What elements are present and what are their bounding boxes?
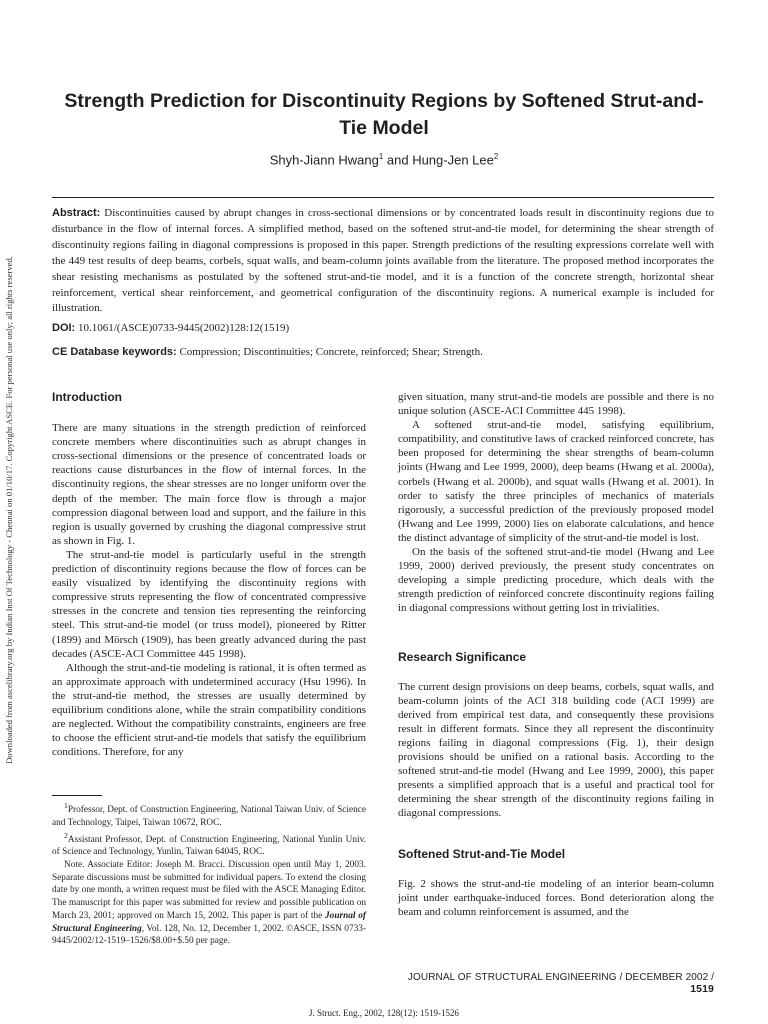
keywords-label: CE Database keywords:	[52, 346, 177, 358]
section-heading-introduction: Introduction	[52, 390, 122, 404]
footnote-1	[52, 800, 366, 830]
editorial-note-text: Note. Associate Editor: Joseph M. Bracci. Discussion open until May 1, 2003. Separate discussions must be submitted for individual papers. To extend the closing date by one month, a written request must be filed with the ASCE Managing Editor. The manuscript for this paper was submitted for review and possible publication on March 23, 2001; approved on March 15, 2002. This paper is part of the	[52, 860, 366, 921]
section-heading-research-significance: Research Significance	[398, 649, 527, 664]
footnote-1-mark: 1	[64, 801, 68, 810]
author-2-affiliation-mark: 2	[493, 152, 499, 161]
footnote-2-mark: 2	[64, 830, 68, 840]
author-conjunction: and	[383, 152, 413, 168]
footnotes	[52, 800, 366, 948]
page-number: 1519	[690, 983, 714, 995]
footnote-divider	[52, 795, 102, 796]
footnote-2	[52, 830, 366, 860]
intro-paragraph-3: Although the strut-and-tie modeling is rational, it is often termed as an approximate approach with undetermined accuracy (Hsu 1996). In the strut-and-tie method, the stresses are usually determined by equilibrium conditions alone, while the strain compatibility conditions are neglected. Without the compatibility constraints, engineers are free to choose the efficient strut-and-tie models that satisfy the equilibrium conditions. Therefore, for any	[52, 661, 366, 759]
doi-label: DOI:	[52, 322, 76, 334]
softened-model-paragraph: Fig. 2 shows the strut-and-tie modeling of an interior beam-column joint under earthquake-induced forces. Bond deterioration along the beam and column reinforcement is assumed, and the	[398, 877, 714, 918]
header-divider	[52, 197, 714, 198]
footnote-1-text: Professor, Dept. of Construction Engineering, National Taiwan Univ. of Science and Technology, Taipei, Taiwan 10672, ROC.	[52, 805, 366, 828]
doi-value[interactable]: 10.1061/(ASCE)0733-9445(2002)128:12(1519)	[77, 322, 290, 334]
journal-name: Journal of Structural Engineering	[52, 910, 366, 934]
right-column	[398, 390, 714, 919]
research-significance-paragraph: The current design provisions on deep beams, corbels, squat walls, and beam-column joints of the ACI 318 building code (ACI 1999) are derived from empirical test data, and consequently these provisions result in different formats. Since they all represent the discontinuity regions failing in diagonal compressions (Fig. 1), their design provisions should be unified on a rational basis. According to the softened strut-and-tie model (Hwang and Lee 1999, 2000), this paper presents a simplified approach that is a useful and practical tool for determining the shear strength of the discontinuity regions failing in diagonal compressions.	[398, 680, 714, 820]
download-watermark-text: Downloaded from ascelibrary.org by Indian Inst Of Technology - Chennai on 01/10/17. Copyright ASCE. For personal use only; all rights reserved.	[4, 256, 15, 764]
left-column	[52, 390, 366, 759]
intro-paragraph-2: The strut-and-tie model is particularly useful in the strength prediction of discontinuity regions because the flow of forces can be easily visualized by identifying the discontinuity regions with compressive struts representing the flow of concentrated compressive stresses in the concrete and tension ties representing the reinforcing steel. This strut-and-tie model (or truss model), pioneered by Ritter (1899) and Mörsch (1909), has been greatly advanced during the past decades (ASCE-ACI Committee 445 1998).	[52, 548, 366, 660]
author-1-name: Shyh-Jiann Hwang	[269, 152, 379, 168]
intro-paragraph-6: On the basis of the softened strut-and-tie model (Hwang and Lee 1999, 2000) derived previously, the present study concentrates on developing a simple predicting procedure, which deals with the strength prediction of reinforced concrete discontinuity regions failing in diagonal compressions without getting lost in trivialities.	[398, 546, 714, 615]
editorial-note	[52, 859, 366, 948]
paper-title: Strength Prediction for Discontinuity Regions by Softened Strut-and-Tie Model	[64, 90, 704, 139]
author-2-name: Hung-Jen Lee	[412, 152, 494, 168]
doi-line	[52, 322, 714, 334]
abstract	[52, 206, 714, 317]
section-heading-softened-strut-and-tie: Softened Strut-and-Tie Model	[398, 846, 566, 861]
abstract-label: Abstract:	[52, 207, 101, 219]
keywords-line	[52, 346, 714, 358]
journal-footer-text: JOURNAL OF STRUCTURAL ENGINEERING / DECEMBER 2002 /	[407, 972, 714, 983]
author-line	[52, 152, 716, 167]
intro-paragraph-4: given situation, many strut-and-tie models are possible and there is no unique solution (ASCE-ACI Committee 445 1998).	[398, 391, 714, 418]
journal-running-footer	[398, 972, 714, 995]
intro-paragraph-5: A softened strut-and-tie model, satisfying equilibrium, compatibility, and constitutive laws of cracked reinforced concrete, has been proposed for determining the shear strengths of beam-column joints (Hwang and Lee 1999, 2000), deep beams (Hwang et al. 2000a), corbels (Hwang et al. 2000b), and squat walls (Hwang et al. 2001). In order to satisfy the three principles of mechanics of materials rigorously, a successful prediction of the previously proposed model (Hwang and Lee 1999, 2000) lies on elaborate calculations, and hence the distinct advantage of simplicity of the strut-and-tie model is lost.	[398, 419, 714, 544]
footnote-2-text: Assistant Professor, Dept. of Construction Engineering, National Yunlin Univ. of Science and Technology, Yunlin, Taiwan 64045, ROC.	[52, 834, 366, 858]
editorial-note-tail: , Vol. 128, No. 12, December 1, 2002. ©ASCE, ISSN 0733-9445/2002/12-1519–1526/$8.00+$.50 per page.	[52, 923, 366, 947]
intro-paragraph-1: There are many situations in the strength prediction of reinforced concrete members where discontinuities such as abrupt changes in cross-sectional dimensions or the presence of concentrated loads or reactions cause disturbances in the flow of internal forces. In the discontinuity regions, the shear stresses are no longer uniform over the depth of the member. The main force flow is through a major compression diagonal between load and support, and the failure in this region is usually governed by crushing the diagonal compressive strut as shown in Fig. 1.	[52, 422, 366, 547]
author-1-affiliation-mark: 1	[378, 152, 384, 161]
keywords-value: Compression; Discontinuities; Concrete, reinforced; Shear; Strength.	[179, 346, 483, 358]
download-watermark	[0, 200, 18, 820]
abstract-text: Discontinuities caused by abrupt changes in cross-sectional dimensions or by concentrated loads result in discontinuity regions due to disturbance in the flow of internal forces. A simplified method, based on the softened strut-and-tie model, for determining the shear strength of discontinuity regions failing in diagonal compressions is proposed in this paper. Strength predictions of the resulting expressions correlate well with the 449 test results of deep beams, corbels, squat walls, and beam-column joints available from the literature. The proposed method incorporates the shear resisting mechanisms as postulated by the softened strut-and-tie model, and it is a function of the concrete strength, horizontal shear reinforcement, vertical shear reinforcement, and geometrical configuration of the discontinuity regions. A numerical example is included for illustration.	[52, 207, 715, 315]
citation-line: J. Struct. Eng., 2002, 128(12): 1519-1526	[309, 1008, 459, 1018]
